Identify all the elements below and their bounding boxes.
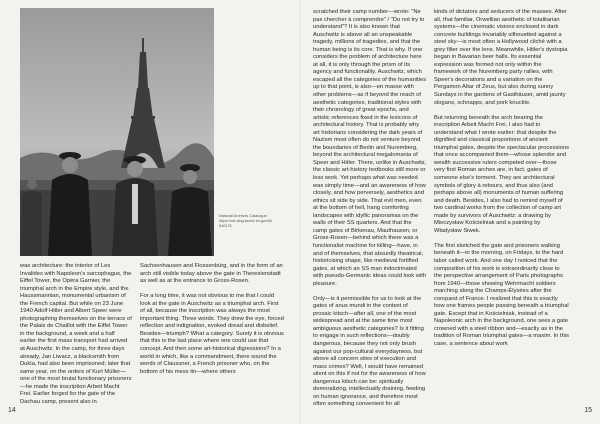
paragraph: scratched their camp number—wrote: "Ne pas chercher à comprendre" / "Do not try to understand"? It is also known that Auschwitz is above all an unspeakable tragedy, millions of tragedies, and that the human being is its core. That is why. If one considers the problem of architecture here at all, it is only through the prism of its agency and functionality. Auschwitz, which escaped all the categories of the humanities up to that point, is also—en masse with other problems—as if beyond the reach of aesthetic categories, traditional styles with their chronology of great epochs, and artistic references fixed in the lexicons of architectural history. That is probably why art historians considering the dark years of Nazism most often do not venture beyond the boundaries of Berlin and Nuremberg, beyond the architectural megalomania of Speer and Hitler. There, unlike in Auschwitz, the classic art-history textbooks still more or less work. Yet perhaps what was needed was simply time—and an awareness of how closely, and how perversely, aesthetics and ethics sit side by side. That evil men, even at the bottom of hell, hang comforting landscapes with idyllic panoramas on the walls of their SS quarters. And that the camp gates of Birkenau, Mauthausen, or Gross-Rosen—behind which there was a functionalist machine for killing—have, in and of themselves, that absurdly theatrical, historicising shape, like medieval fortified gates, at which an SS man indoctrinated with pseudo-Germanic ideas could look with pleasure. xyxy=(313,9,427,287)
right-column-2 xyxy=(434,9,569,349)
archival-photograph xyxy=(20,8,214,256)
left-column-2 xyxy=(140,263,284,376)
paragraph: was architecture: the interior of Les Invalides with Napoleon's sarcophagus, the Eiffel Tower, the Opéra Garnier, the triumphal arch in the Empire style, and the Haussmannian, monumental urbanism of the French capital. But while on 23 June 1940 Adolf Hitler and Albert Speer were photographing themselves on the terrace of the Palais de Chaillot with the Eiffel Tower in the background, a week and a half earlier the first mass transport had arrived at Auschwitz. In the camp, for three days already, Jan Liwacz, a blacksmith from Dukla, had also been imprisoned; later that same year, on the orders of Kurt Müller—one of the most brutal functionary prisoners—he made the inscription Arbeit Macht Frei. Earlier forged for the gate of the Dachau camp, present also in xyxy=(20,263,132,405)
right-page xyxy=(300,0,600,424)
paragraph: But returning beneath the arch bearing the inscription Arbeit Macht Frei, I also had to understand what I wrote earlier: that despite the dignified and classical proportions of ancient triumphal gates, despite the spectacular processions that once accompanied them—whose splendor and wealth successive rulers competed over—those very first Roman arches are, in fact, gates of someone else's torment. They are architectural symbols of glory à rebours, and thus also (and perhaps above all) monuments of human suffering and death. Besides, I also had to remind myself of two cardinal works from the collection of camp art made by survivors of Auschwitz: a drawing by Mieczysław Kościelniak and a painting by Władysław Siwek. xyxy=(434,114,570,234)
paragraph: For a long time, it was not obvious to me that I could look at the gate in Auschwitz as a triumphal arch. First of all, because the inscription was always the most important thing. Three words. They drew the eye, forced reflection and indignation, evoked dread and disbelief. Besides—triumph? What a category. Surely it is obvious that this is the last place where one could use that concept. And then some art-historical digressions? In a world in which, like a commandment, there sound the words of Claussner, a French prisoner who, on the bottom of his mess tin—where others xyxy=(140,293,284,375)
page-number-right: 15 xyxy=(584,407,592,414)
photo-image xyxy=(20,8,214,256)
paragraph: Only—is it permissible for us to look at the gates of anus mundi in the context of prosaic kitsch—after all, one of the most widespread and at the same time most ambiguous aesthetic categories? Is it fitting to engage in such reflections—doubly dangerous, because they not only brush against our pop-cultural everydayness, but above all concern sites of execution and mass crimes? Well, I would have remained silent on this if not for the awareness of how dangerous kitsch can be: spiritually demoralizing, intellectually draining, feeding on human ignorance, and therefore most often something convenient for all xyxy=(313,295,426,408)
right-column-1 xyxy=(313,9,427,409)
page-number-left: 14 xyxy=(8,407,16,414)
left-column-1 xyxy=(20,263,132,406)
paragraph: kinds of dictators and seducers of the masses. After all, that familiar, Orwellian aesthetic of totalitarian systems—the cinematic visions enclosed in dark concrete buildings invariably silhouetted against a steel sky—is most often a Hollywood cliché with a grey filter over the lens. Meanwhile, Hitler's dystopia began in Bavarian beer halls. Its essential expression was formed not only within the framework of the Nuremberg party rallies, with Speer's decorations and a variation on the Pergamon Altar of Zeus, but also during sunny Sundays in the gardens of Gasthäuser, amid jaunty slogans, schnapps, and pork knuckle. xyxy=(434,9,568,106)
paragraph: The first sketched the gate and prisoners walking beneath it—in the morning, on Fridays, to the hard labor called work. And one day I noticed that the composition of his work is extraordinarily close to the perspective arrangement of Paris photographs from 1940—those showing Wehrmacht soldiers marching along the Champs-Élysées after the conquest of France. I realized that this is exactly how one frames people passing beneath a triumphal gate. Except that in Kościelniak, instead of a Napoleonic arch in the background, one sees a gate crowned with a steel ribbon and—exactly as in the tradition of Roman triumphal gates—a maxim. In this case, a sentence about work xyxy=(434,242,569,347)
photo-caption: National Archives Catalogue, https://cat alog.archiv es.gov/id/ 540175 xyxy=(219,214,273,228)
paragraph: Sachsenhausen and Flossenbürg, and in the form of an arch still visible today above the gate in Theresienstadt as well as at the entrance to Gross-Rosen. xyxy=(140,263,283,285)
